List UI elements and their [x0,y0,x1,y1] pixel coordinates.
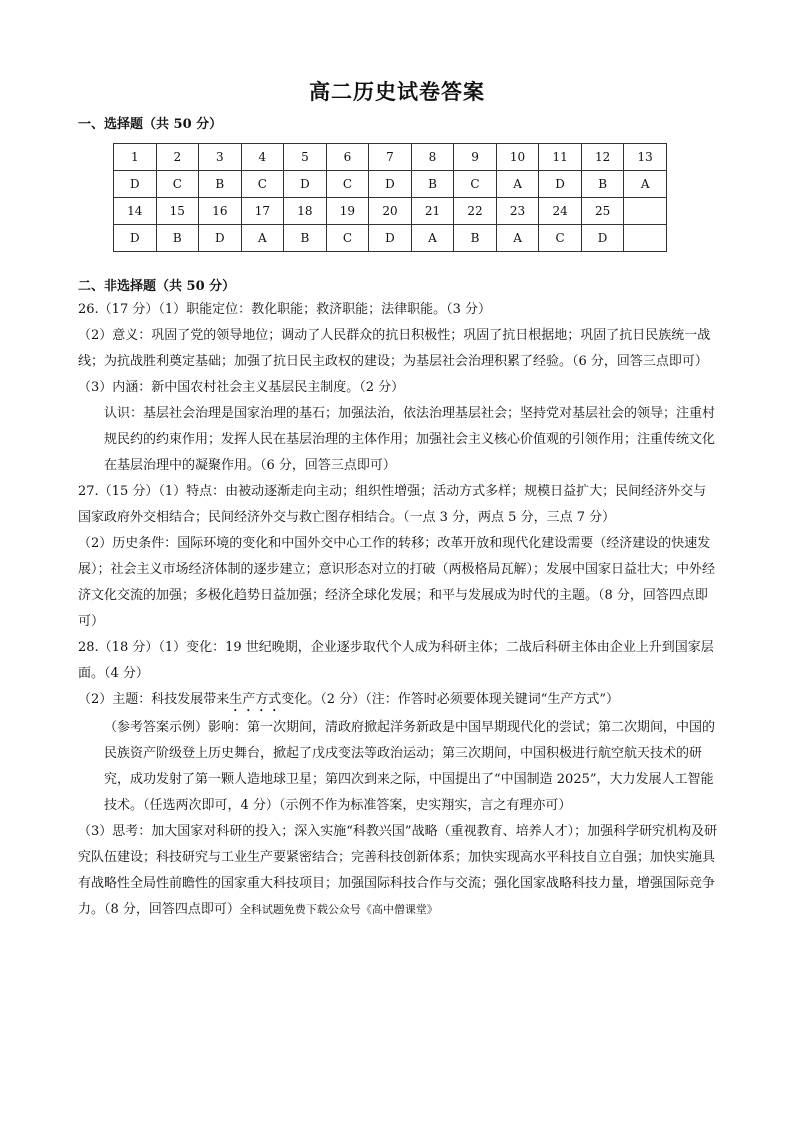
table-cell: D [369,225,412,252]
table-cell: B [284,225,327,252]
table-cell: 7 [369,144,412,171]
q28-part1: 28.（18 分）（1）变化：19 世纪晚期，企业逐步取代个人成为科研主体；二战后科研主体由企业上升到国家层面。（4 分） [78,640,714,681]
table-cell: 11 [539,144,582,171]
table-cell: C [326,171,369,198]
table-cell: C [539,225,582,252]
table-cell: 13 [624,144,667,171]
table-cell: C [454,171,497,198]
table-row [114,171,667,198]
table-cell: 20 [369,198,412,225]
table-cell: 6 [326,144,369,171]
table-cell: B [199,171,242,198]
table-cell: 10 [496,144,539,171]
answer-key-table [113,143,667,252]
table-cell: D [114,225,157,252]
table-cell: 8 [411,144,454,171]
q26-part2: （2）意义：巩固了党的领导地位；调动了人民群众的抗日积极性；巩固了抗日根据地；巩固了抗日民族统一战线；为抗战胜利奠定基础；加强了抗日民主政权的建设；为基层社会治理积累了经验。（6 分，回答三点即可） [78,328,711,369]
table-cell: 16 [199,198,242,225]
table-cell: A [624,171,667,198]
table-cell: D [369,171,412,198]
table-cell [624,225,667,252]
essay-answers [78,297,718,923]
q28-part2 [78,687,718,715]
table-cell: D [581,225,624,252]
section-essay-heading: 二、非选择题（共 50 分） [78,279,236,294]
table-cell: 4 [241,144,284,171]
q28-part2-before: （2）主题：科技发展带来 [78,692,230,707]
table-cell: 5 [284,144,327,171]
table-cell: C [326,225,369,252]
q28-part3 [78,819,718,923]
q26-part3: （3）内涵：新中国农村社会主义基层民主制度。（2 分） [78,380,405,395]
q26-part1: 26.（17 分）（1）职能定位：教化职能；救济职能；法律职能。（3 分） [78,302,492,317]
q28-part2-after: 变化。（2 分）（注：作答时必须要体现关键词“生产方式”） [281,692,619,707]
q27-part1: 27.（15 分）（1）特点：由被动逐渐走向主动；组织性增强；活动方式多样；规模日益扩大；民间经济外交与国家政府外交相结合；民间经济外交与救亡图存相结合。（一点 3 分，两点 5 分，三点 7 分） [78,484,707,525]
table-cell: D [284,171,327,198]
table-cell: A [496,225,539,252]
table-cell: A [241,225,284,252]
footer-note: 全科试题免费下载公众号《高中僧课堂》 [239,903,438,916]
table-cell: 25 [581,198,624,225]
table-cell: 23 [496,198,539,225]
table-cell: 2 [156,144,199,171]
table-cell: 1 [114,144,157,171]
table-cell: A [496,171,539,198]
table-cell: 21 [411,198,454,225]
table-cell: B [454,225,497,252]
table-cell: 24 [539,198,582,225]
table-cell: 14 [114,198,157,225]
section-multiple-choice-heading: 一、选择题（共 50 分） [78,117,223,132]
table-cell: 18 [284,198,327,225]
table-cell [624,198,667,225]
table-cell: C [156,171,199,198]
table-cell: 17 [241,198,284,225]
table-cell: D [114,171,157,198]
q28-part3-text: （3）思考：加大国家对科研的投入；深入实施“科教兴国”战略（重视教育、培养人才）；加强科学研究机构及研究队伍建设；科技研究与工业生产要紧密结合；完善科技创新体系；加快实现高水平科技自立自强；加快实施具有战略性全局性前瞻性的国家重大科技项目；加强国际科技合作与交流；强化国家战略科技力量，增强国际竞争力。（8 分，回答四点即可） [78,824,718,917]
table-cell: A [411,225,454,252]
table-cell: D [199,225,242,252]
table-cell: C [241,171,284,198]
table-cell: B [581,171,624,198]
table-cell: B [411,171,454,198]
table-cell: 15 [156,198,199,225]
table-cell: 19 [326,198,369,225]
table-cell: D [539,171,582,198]
q26-understanding: 认识：基层社会治理是国家治理的基石；加强法治，依法治理基层社会；坚持党对基层社会的领导；注重村规民约的约束作用；发挥人民在基层治理的主体作用；加强社会主义核心价值观的引领作用；注重传统文化在基层治理中的凝聚作用。（6 分，回答三点即可） [104,406,716,473]
table-row [114,198,667,225]
q28-example: （参考答案示例）影响：第一次期间，清政府掀起洋务新政是中国早期现代化的尝试；第二次期间，中国的民族资产阶级登上历史舞台，掀起了戊戌变法等政治运动；第三次期间，中国积极进行航空航天技术的研究，成功发射了第一颗人造地球卫星；第四次到来之际，中国提出了“中国制造 2025”，大力发展人工智能技术。（任选两次即可，4 分）（示例不作为标准答案，史实翔实，言之有理亦可） [104,720,716,813]
table-cell: 3 [199,144,242,171]
table-row [114,225,667,252]
table-cell: B [156,225,199,252]
q27-part2: （2）历史条件：国际环境的变化和中国外交中心工作的转移；改革开放和现代化建设需要（经济建设的快速发展）；社会主义市场经济体制的逐步建立；意识形态对立的打破（两极格局瓦解）；发展中国家日益壮大；中外经济文化交流的加强；多极化趋势日益加强；经济全球化发展；和平与发展成为时代的主题。（8 分，回答四点即可） [78,536,716,629]
page-title: 高二历史试卷答案 [309,79,485,104]
q28-part2-emphasis: 生产方式 [229,692,282,707]
table-cell: 9 [454,144,497,171]
table-cell: 22 [454,198,497,225]
table-cell: 12 [581,144,624,171]
table-row [114,144,667,171]
